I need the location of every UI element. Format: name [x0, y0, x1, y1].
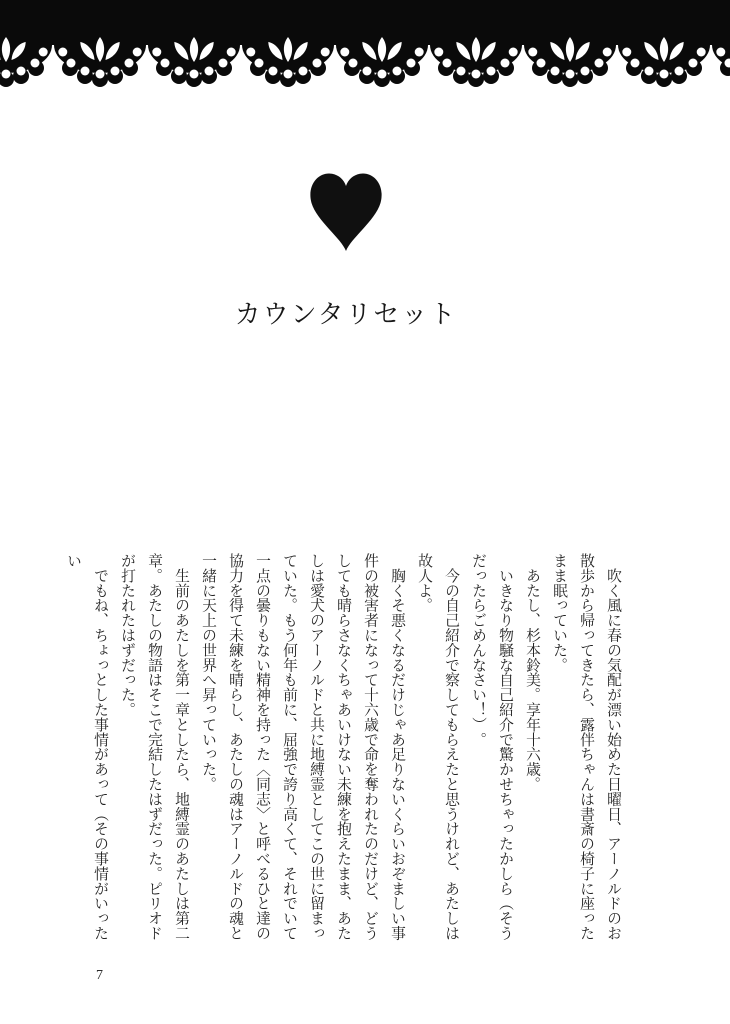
chapter-title: カウンタリセット: [234, 299, 458, 329]
paragraph: 生前のあたしを第一章としたら、地縛霊のあたしは第二章。あたしの物語はそこで完結したはずだった。ピリオドが打たれたはずだった。: [119, 553, 189, 941]
paragraph: いきなり物騒な自己紹介で驚かせちゃったかしら（そうだったらごめんなさい！）。: [470, 553, 513, 941]
paragraph: でもね、ちょっとした事情があって（その事情がいったい: [65, 553, 108, 941]
lace-border-icon: [0, 0, 730, 100]
paragraph: 胸くそ悪くなるだけじゃあ足りないくらいおぞましい事件の被害者になって十六歳で命を奪われたのだけど、どうしても晴らさなくちゃあいけない未練を抱えたまま、あたしは愛犬のアーノルドと共に地縛霊としてこの世に留まっていた。もう何年も前に、屈強で誇り高くて、それでいて一点の曇りもない精神を持った〈同志〉と呼べるひと達の協力を得て未練を晴らし、あたしの魂はアーノルドの魂と一緒に天上の世界へ昇っていった。: [200, 553, 405, 941]
paragraph: 今の自己紹介で察してもらえたと思うけれど、あたしは故人よ。: [416, 553, 459, 941]
paragraph: あたし、杉本鈴美。享年十六歳。: [524, 553, 540, 792]
page-number: 7: [96, 968, 104, 983]
paragraph: 吹く風に春の気配が漂い始めた日曜日、アーノルドのお散歩から帰ってきたら、露伴ちゃんは書斎の椅子に座ったまま眠っていた。: [551, 553, 621, 941]
heart-icon: [307, 167, 385, 251]
body-text: [59, 553, 626, 955]
